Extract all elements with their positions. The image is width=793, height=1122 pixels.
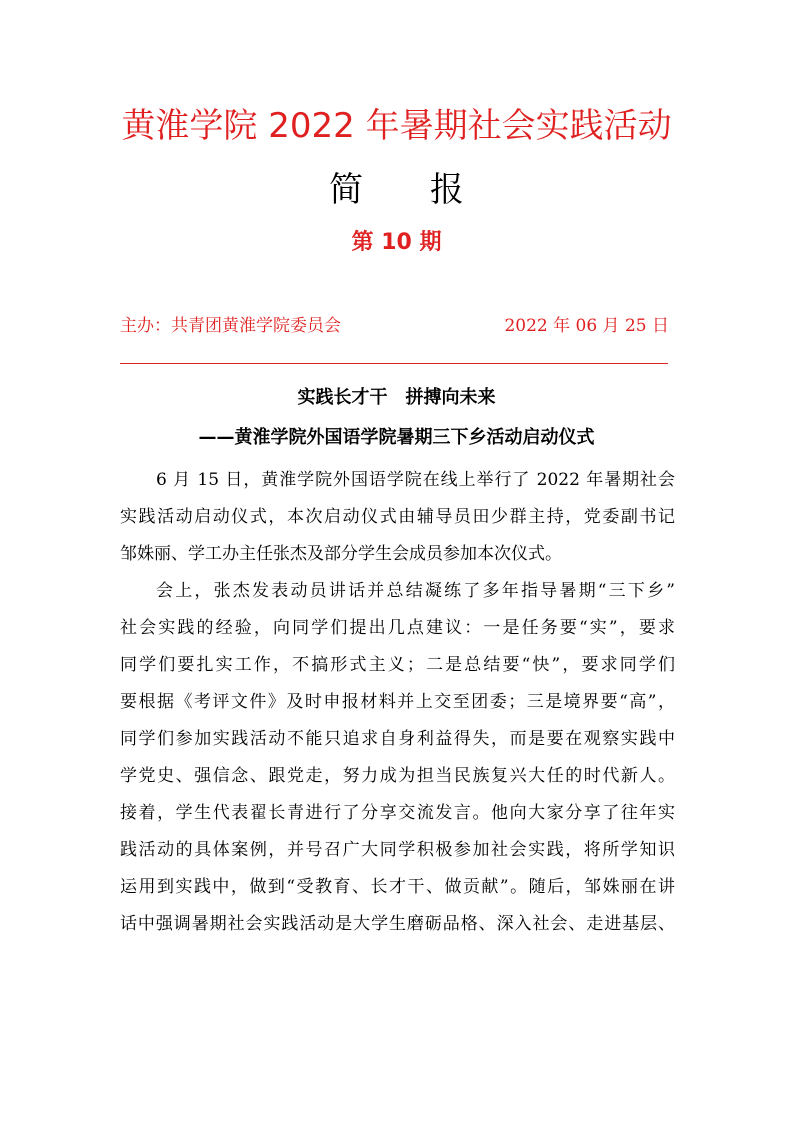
body-line: 运用到实践中，做到“受教育、长才干、做贡献”。随后，邹姝丽在讲 (120, 877, 675, 897)
body-line: 同学们参加实践活动不能只追求自身利益得失，而是要在观察实践中 (120, 729, 675, 749)
body-line: 接着，学生代表翟长青进行了分享交流发言。他向大家分享了往年实 (120, 803, 675, 823)
article-title: 实践长才干 拼搏向未来 (297, 387, 496, 408)
report-title: 黄淮学院 2022 年暑期社会实践活动 (121, 106, 672, 146)
body-line: 同学们要扎实工作，不搞形式主义；二是总结要“快”，要求同学们 (120, 655, 675, 675)
header-divider (120, 363, 668, 364)
body-line: 邹姝丽、学工办主任张杰及部分学生会成员参加本次仪式。 (120, 544, 562, 564)
body-line: 社会实践的经验，向同学们提出几点建议：一是任务要“实”，要求 (120, 618, 675, 638)
body-line: 实践活动启动仪式，本次启动仪式由辅导员田少群主持，党委副书记 (120, 507, 675, 527)
body-line: 6 月 15 日，黄淮学院外国语学院在线上举行了 2022 年暑期社会 (156, 470, 675, 490)
body-line: 话中强调暑期社会实践活动是大学生磨砺品格、深入社会、走进基层、 (120, 914, 675, 934)
body-line: 要根据《考评文件》及时申报材料并上交至团委；三是境界要“高”， (120, 692, 675, 712)
report-subtitle: 简 报 (329, 170, 492, 210)
article-body (120, 462, 675, 943)
body-line: 会上，张杰发表动员讲话并总结凝练了多年指导暑期“三下乡” (156, 581, 675, 601)
publish-date: 2022 年 06 月 25 日 (504, 316, 669, 336)
body-line: 学党史、强信念、跟党走，努力成为担当民族复兴大任的时代新人。 (120, 766, 675, 786)
issue-number: 第 10 期 (351, 230, 442, 255)
article-subtitle: ——黄淮学院外国语学院暑期三下乡活动启动仪式 (198, 427, 595, 448)
body-line: 践活动的具体案例，并号召广大同学积极参加社会实践，将所学知识 (120, 840, 675, 860)
sponsor-line: 主办：共青团黄淮学院委员会 (120, 316, 341, 336)
